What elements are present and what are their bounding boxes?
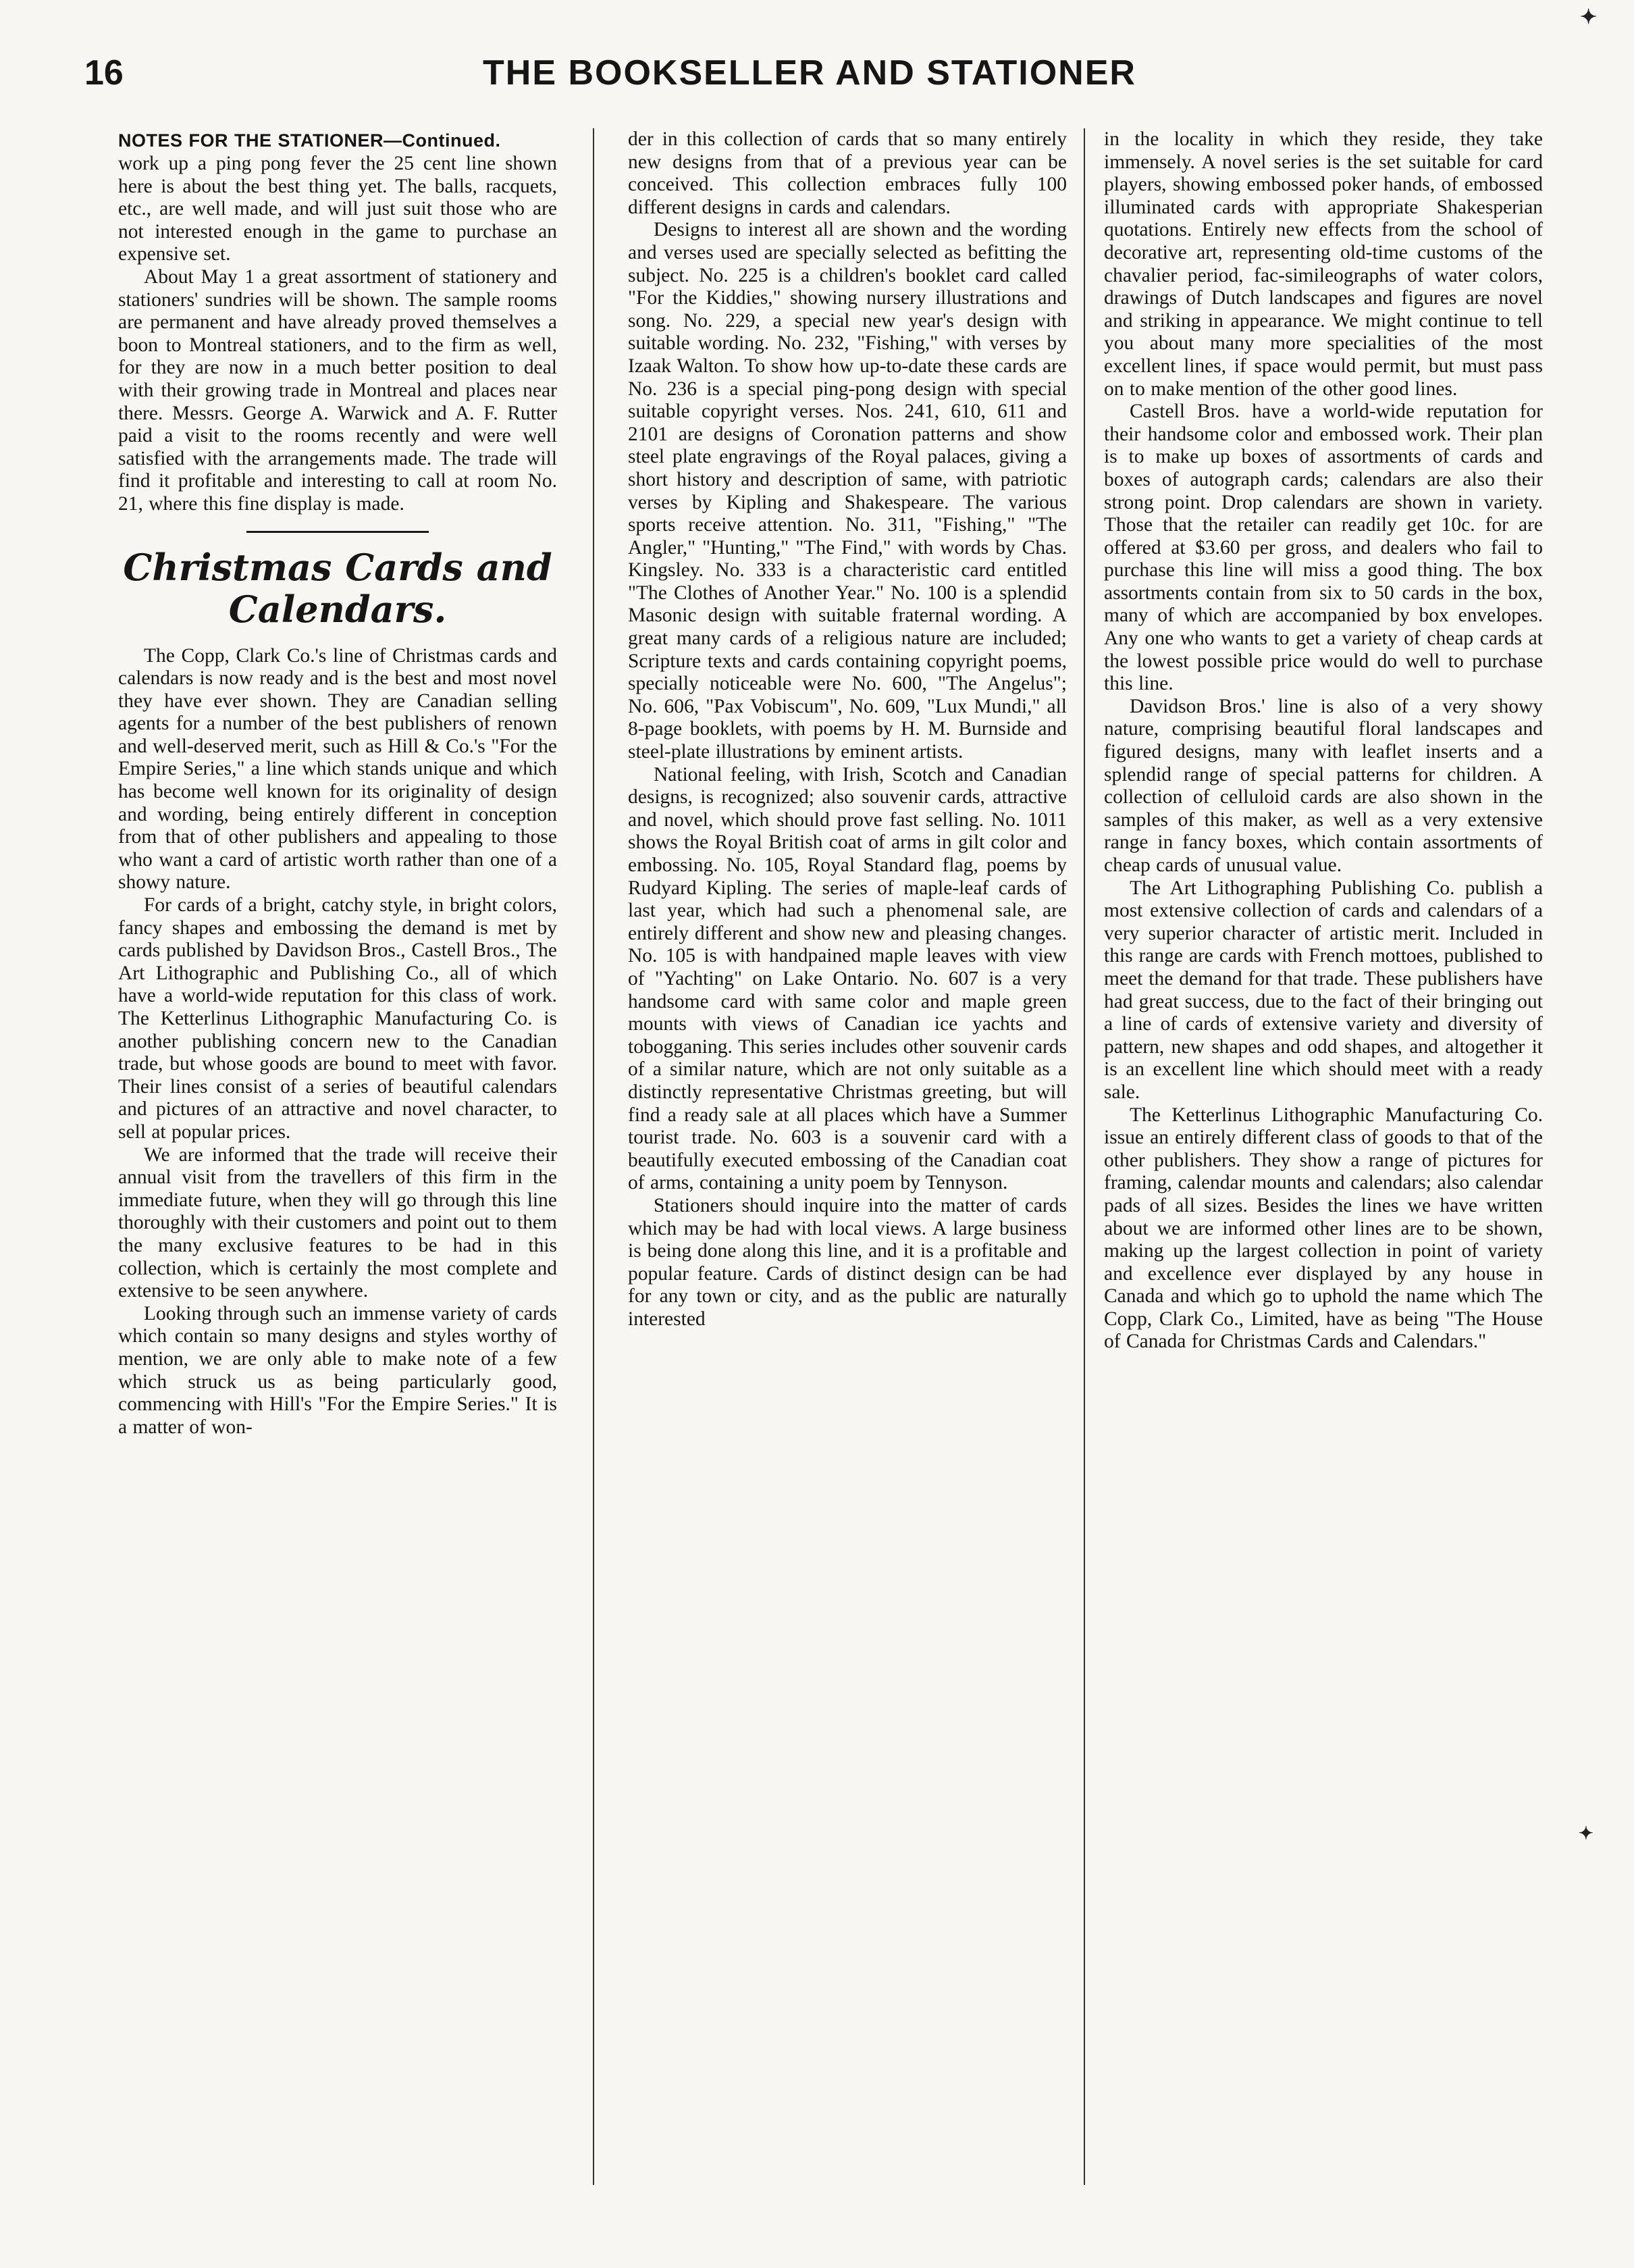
scan-artifact: ✦ bbox=[1579, 1824, 1593, 1843]
page-header bbox=[84, 53, 1563, 107]
scan-artifact: ✦ bbox=[1580, 6, 1598, 28]
column-middle bbox=[628, 128, 1067, 1331]
paragraph: About May 1 a great assortment of stationery and stationers' sundries will be shown. The sample rooms are permanent and have already proved themselves a boon to Montreal stationers, and to the firm as well, for they are now in a much better position to deal with their growing trade in Montreal and places near there. Messrs. George A. Warwick and A. F. Rutter paid a visit to the rooms recently and were well satisfied with the arrangements made. The trade will find it profitable and interesting to call at room No. 21, where this fine display is made. bbox=[118, 265, 557, 515]
section-divider bbox=[246, 531, 429, 533]
paragraph: der in this collection of cards that so many entirely new designs from that of a previous year can be conceived. This collection embraces fully 100 different designs in cards and calendars. bbox=[628, 128, 1067, 218]
paragraph: Davidson Bros.' line is also of a very showy nature, comprising beautiful floral landscapes and figured designs, many with leaflet inserts and a splendid range of special patterns for children. A collection of celluloid cards are also shown in the samples of this maker, as well as a very extensive range in fancy boxes, which contain assortments of cheap cards of unusual value. bbox=[1104, 695, 1543, 876]
paragraph: Designs to interest all are shown and the wording and verses used are specially selected as befitting the subject. No. 225 is a children's booklet card called "For the Kiddies," showing nursery illustrations and song. No. 229, a special new year's design with suitable wording. No. 232, "Fishing," with verses by Izaak Walton. To show how up-to-date these cards are No. 236 is a special ping-pong design with special suitable copyright verses. Nos. 241, 610, 611 and 2101 are designs of Coronation patterns and show steel plate engravings of the Royal palaces, giving a short history and description of same, with patriotic verses by Kipling and Shakespeare. The various sports receive attention. No. 311, "Fishing," "The Angler," "Hunting," "The Find," with words by Chas. Kingsley. No. 333 is a characteristic card entitled "The Clothes of Another Year." No. 100 is a splendid Masonic design with suitable fraternal wording. A great many cards of a religious nature are included; Scripture texts and cards containing copyright poems, specially noticeable were No. 600, "The Angelus"; No. 606, "Pax Vobiscum", No. 609, "Lux Mundi," all 8-page booklets, with poems by H. M. Burnside and steel-plate illustrations by eminent artists. bbox=[628, 219, 1067, 763]
journal-title: THE BOOKSELLER AND STATIONER bbox=[483, 53, 1136, 93]
paragraph: Looking through such an immense variety of cards which contain so many designs and styles worthy of mention, we are only able to make note of a few which struck us as being particularly good, commencing with Hill's "For the Empire Series." It is a matter of won- bbox=[118, 1302, 557, 1438]
paragraph: We are informed that the trade will receive their annual visit from the travellers of this firm in the immediate future, when they will go through this line thoroughly with their customers and point out to them the many exclusive features to be had in this collection, which is certainly the most complete and extensive to be seen anywhere. bbox=[118, 1143, 557, 1302]
paragraph: Stationers should inquire into the matter of cards which may be had with local views. A large business is being done along this line, and it is a profitable and popular feature. Cards of distinct design can be had for any town or city, and as the public are naturally interested bbox=[628, 1194, 1067, 1330]
paragraph: The Copp, Clark Co.'s line of Christmas cards and calendars is now ready and is the best and most novel they have ever shown. They are Canadian selling agents for a number of the best publishers of renown and well-deserved merit, such as Hill & Co.'s "For the Empire Series," a line which stands unique and which has become well known for its originality of design and wording, being entirely different in conception from that of other publishers and appealing to those who want a card of artistic worth rather than one of a showy nature. bbox=[118, 644, 557, 894]
paragraph: The Ketterlinus Lithographic Manufacturing Co. issue an entirely different class of goods to that of the other publishers. They show a range of pictures for framing, calendar mounts and calendars; also calendar pads of all sizes. Besides the lines we have written about we are informed other lines are to be shown, making up the largest collection in point of variety and excellence ever displayed by any house in Canada and which go to uphold the name which The Copp, Clark Co., Limited, have as being "The House of Canada for Christmas Cards and Calendars." bbox=[1104, 1104, 1543, 1353]
paragraph: in the locality in which they reside, they take immensely. A novel series is the set suitable for card players, showing embossed poker hands, of embossed illuminated cards with appropriate Shakesperian quotations. Entirely new effects from the school of decorative art, representing old-time customs of the chavalier period, fac-simileographs of water colors, drawings of Dutch landscapes and figures are novel and striking in appearance. We might continue to tell you about many more specialities of the most excellent lines, if space would permit, but must pass on to make mention of the other good lines. bbox=[1104, 128, 1543, 400]
column-right bbox=[1104, 128, 1543, 1354]
section-running-head: NOTES FOR THE STATIONER—Continued. bbox=[118, 130, 501, 151]
paragraph: The Art Lithographing Publishing Co. publish a most extensive collection of cards and calendars of a very superior character of artistic merit. Included in this range are cards with French mottoes, published to meet the demand for that trade. These publishers have had great success, due to the fact of their bringing out a line of cards of extensive variety and diversity of pattern, new shapes and odd shapes, and altogether it is an excellent line which should meet with a ready sale. bbox=[1104, 877, 1543, 1103]
paragraph: National feeling, with Irish, Scotch and Canadian designs, is recognized; also souvenir cards, attractive and novel, which should prove fast selling. No. 1011 shows the Royal British coat of arms in gilt color and embossing. No. 105, Royal Standard flag, poems by Rudyard Kipling. The series of maple-leaf cards of last year, which had such a phenomenal sale, are entirely different and show new and pleasing changes. No. 105 is with handpained maple leaves with view of "Yachting" on Lake Ontario. No. 607 is a very handsome card with same color and maple green mounts with views of Canadian ice yachts and tobogganing. This series includes other souvenir cards of a similar nature, which are not only suitable as a distinctly representative Christmas greeting, but will find a ready sale at all places which have a Summer tourist trade. No. 603 is a souvenir card with a beautifully executed embossing of the Canadian coat of arms, containing a unity poem by Tennyson. bbox=[628, 763, 1067, 1194]
article-headline: Christmas Cards and Calendars. bbox=[123, 545, 552, 631]
column-divider bbox=[593, 128, 594, 2185]
paragraph: Castell Bros. have a world-wide reputation for their handsome color and embossed work. Their plan is to make up boxes of assortments of cards and boxes of autograph cards; calendars are also their strong point. Drop calendars are shown in variety. Those that the retailer can readily get 10c. for are offered at $3.60 per gross, and dealers who fail to purchase this line will miss a good thing. The box assortments contain from six to 50 cards in the box, many of which are accompanied by box envelopes. Any one who wants to get a variety of cheap cards at the lowest possible price would do well to purchase this line. bbox=[1104, 401, 1543, 695]
paragraph: work up a ping pong fever the 25 cent line shown here is about the best thing yet. The balls, racquets, etc., are well made, and will just suit those who are not interested enough in the game to purchase an expensive set. bbox=[118, 153, 557, 265]
column-left bbox=[118, 128, 557, 1439]
column-divider bbox=[1084, 128, 1085, 2185]
page-number: 16 bbox=[84, 53, 124, 93]
paragraph: For cards of a bright, catchy style, in bright colors, fancy shapes and embossing the demand is met by cards published by Davidson Bros., Castell Bros., The Art Lithographic and Publishing Co., all of which have a world-wide reputation for this class of work. The Ketterlinus Lithographic Manufacturing Co. is another publishing concern new to the Canadian trade, but whose goods are bound to meet with favor. Their lines consist of a series of beautiful calendars and pictures of an attractive and novel character, to sell at popular prices. bbox=[118, 894, 557, 1143]
